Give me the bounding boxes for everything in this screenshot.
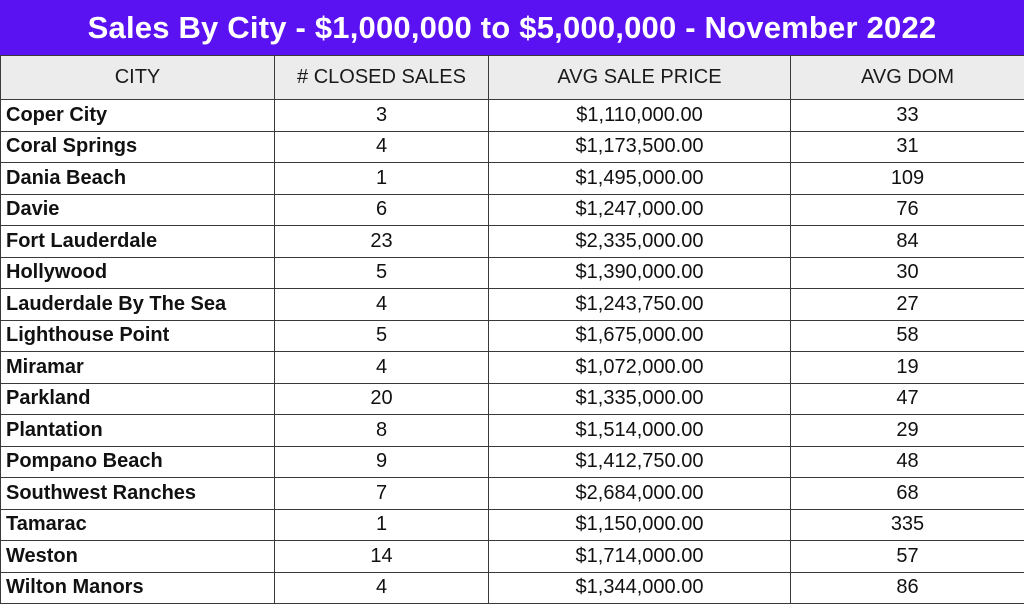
avg-dom-cell: 33: [791, 100, 1024, 132]
city-cell: Plantation: [1, 415, 275, 447]
sales-table: [0, 55, 1024, 604]
avg-dom-cell: 109: [791, 163, 1024, 195]
city-cell: Lauderdale By The Sea: [1, 289, 275, 321]
avg-sale-price-cell: $1,110,000.00: [489, 100, 791, 132]
city-cell: Dania Beach: [1, 163, 275, 195]
city-cell: Coper City: [1, 100, 275, 132]
city-cell: Hollywood: [1, 257, 275, 289]
avg-dom-cell: 86: [791, 572, 1024, 604]
closed-sales-cell: 20: [275, 383, 489, 415]
avg-sale-price-cell: $1,495,000.00: [489, 163, 791, 195]
avg-sale-price-cell: $1,344,000.00: [489, 572, 791, 604]
column-header-closed-sales: # CLOSED SALES: [275, 56, 489, 100]
table-row: [1, 289, 1024, 321]
avg-dom-cell: 31: [791, 131, 1024, 163]
avg-dom-cell: 335: [791, 509, 1024, 541]
city-cell: Parkland: [1, 383, 275, 415]
city-cell: Davie: [1, 194, 275, 226]
table-row: [1, 163, 1024, 195]
table-row: [1, 383, 1024, 415]
city-cell: Tamarac: [1, 509, 275, 541]
avg-dom-cell: 68: [791, 478, 1024, 510]
avg-sale-price-cell: $2,684,000.00: [489, 478, 791, 510]
table-row: [1, 226, 1024, 258]
avg-sale-price-cell: $1,714,000.00: [489, 541, 791, 573]
closed-sales-cell: 7: [275, 478, 489, 510]
closed-sales-cell: 5: [275, 257, 489, 289]
closed-sales-cell: 3: [275, 100, 489, 132]
table-row: [1, 194, 1024, 226]
avg-sale-price-cell: $1,072,000.00: [489, 352, 791, 384]
avg-sale-price-cell: $1,514,000.00: [489, 415, 791, 447]
closed-sales-cell: 8: [275, 415, 489, 447]
table-row: [1, 478, 1024, 510]
table-row: [1, 541, 1024, 573]
table-row: [1, 415, 1024, 447]
table-row: [1, 509, 1024, 541]
table-row: [1, 572, 1024, 604]
table-row: [1, 352, 1024, 384]
table-row: [1, 100, 1024, 132]
city-cell: Wilton Manors: [1, 572, 275, 604]
column-header-avg-dom: AVG DOM: [791, 56, 1024, 100]
closed-sales-cell: 1: [275, 509, 489, 541]
city-cell: Coral Springs: [1, 131, 275, 163]
closed-sales-cell: 5: [275, 320, 489, 352]
city-cell: Fort Lauderdale: [1, 226, 275, 258]
avg-dom-cell: 27: [791, 289, 1024, 321]
table-row: [1, 446, 1024, 478]
city-cell: Lighthouse Point: [1, 320, 275, 352]
avg-sale-price-cell: $1,173,500.00: [489, 131, 791, 163]
avg-sale-price-cell: $1,390,000.00: [489, 257, 791, 289]
closed-sales-cell: 23: [275, 226, 489, 258]
avg-sale-price-cell: $1,335,000.00: [489, 383, 791, 415]
avg-dom-cell: 48: [791, 446, 1024, 478]
avg-sale-price-cell: $1,150,000.00: [489, 509, 791, 541]
closed-sales-cell: 4: [275, 572, 489, 604]
closed-sales-cell: 6: [275, 194, 489, 226]
header-row: [1, 56, 1024, 100]
table-title: Sales By City - $1,000,000 to $5,000,000 - November 2022: [0, 0, 1024, 55]
table-row: [1, 257, 1024, 289]
avg-dom-cell: 58: [791, 320, 1024, 352]
avg-dom-cell: 19: [791, 352, 1024, 384]
avg-dom-cell: 30: [791, 257, 1024, 289]
avg-dom-cell: 57: [791, 541, 1024, 573]
city-cell: Southwest Ranches: [1, 478, 275, 510]
column-header-avg-sale-price: AVG SALE PRICE: [489, 56, 791, 100]
closed-sales-cell: 4: [275, 131, 489, 163]
avg-sale-price-cell: $2,335,000.00: [489, 226, 791, 258]
table-row: [1, 131, 1024, 163]
closed-sales-cell: 1: [275, 163, 489, 195]
avg-sale-price-cell: $1,243,750.00: [489, 289, 791, 321]
avg-sale-price-cell: $1,412,750.00: [489, 446, 791, 478]
avg-dom-cell: 84: [791, 226, 1024, 258]
avg-dom-cell: 47: [791, 383, 1024, 415]
column-header-city: CITY: [1, 56, 275, 100]
table-body: [1, 100, 1024, 604]
avg-dom-cell: 76: [791, 194, 1024, 226]
city-cell: Pompano Beach: [1, 446, 275, 478]
closed-sales-cell: 14: [275, 541, 489, 573]
closed-sales-cell: 9: [275, 446, 489, 478]
city-cell: Weston: [1, 541, 275, 573]
avg-dom-cell: 29: [791, 415, 1024, 447]
avg-sale-price-cell: $1,675,000.00: [489, 320, 791, 352]
table-row: [1, 320, 1024, 352]
closed-sales-cell: 4: [275, 352, 489, 384]
closed-sales-cell: 4: [275, 289, 489, 321]
avg-sale-price-cell: $1,247,000.00: [489, 194, 791, 226]
city-cell: Miramar: [1, 352, 275, 384]
